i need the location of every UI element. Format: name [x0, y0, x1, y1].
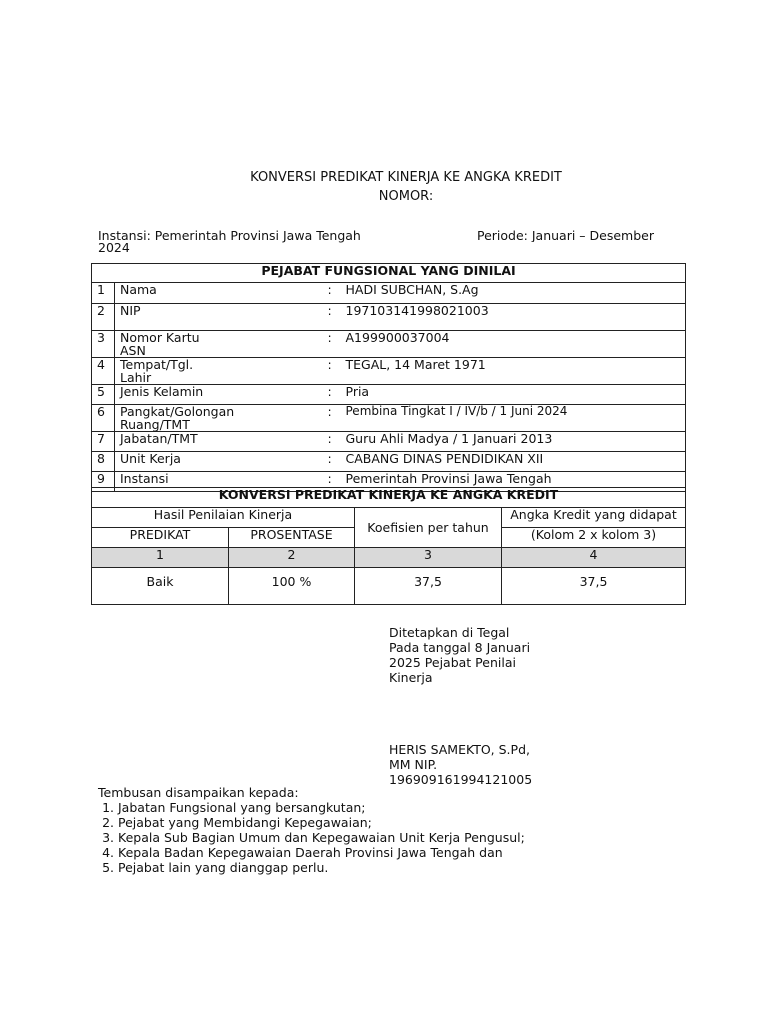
row-separator: :: [323, 432, 341, 452]
row-number: 9: [92, 472, 115, 492]
table-row: [92, 358, 686, 385]
row-number: 8: [92, 452, 115, 472]
table-row: [92, 385, 686, 405]
identity-table-header: PEJABAT FUNGSIONAL YANG DINILAI: [92, 264, 686, 283]
row-number: 1: [92, 283, 115, 304]
angka-kredit-value: 37,5: [502, 568, 686, 605]
document-title: KONVERSI PREDIKAT KINERJA KE ANGKA KREDIT: [250, 170, 562, 185]
row-number: 7: [92, 432, 115, 452]
row-value: Guru Ahli Madya / 1 Januari 2013: [341, 432, 686, 452]
periode-label: Periode: Januari – Desember: [477, 228, 654, 242]
row-label: Jabatan/TMT: [115, 432, 323, 452]
periode-line: [477, 228, 667, 242]
column-number: 3: [355, 548, 502, 568]
prosentase-header: PROSENTASE: [229, 528, 355, 548]
column-number: 2: [229, 548, 355, 568]
instansi-line: Instansi: Pemerintah Provinsi Jawa Tengah: [98, 228, 361, 243]
table-row: [92, 432, 686, 452]
row-value: A199900037004: [341, 331, 686, 358]
predikat-header: PREDIKAT: [92, 528, 229, 548]
row-value: HADI SUBCHAN, S.Ag: [341, 283, 686, 304]
table-row: [92, 283, 686, 304]
row-label: Nomor Kartu ASN: [115, 331, 323, 358]
list-item: 3. Kepala Sub Bagian Umum dan Kepegawaian Unit Kerja Pengusul;: [118, 830, 525, 845]
row-separator: :: [323, 405, 341, 432]
identity-table: [91, 263, 686, 492]
row-separator: :: [323, 331, 341, 358]
row-label: Nama: [115, 283, 323, 304]
row-separator: :: [323, 283, 341, 304]
signature-role: Kinerja: [389, 670, 433, 685]
list-item: 4. Kepala Badan Kepegawaian Daerah Provinsi Jawa Tengah dan: [118, 845, 525, 860]
table-row: [92, 331, 686, 358]
table-row: [92, 568, 686, 605]
row-value: 197103141998021003: [341, 304, 686, 331]
row-value: Pria: [341, 385, 686, 405]
row-label: Instansi: [115, 472, 323, 492]
koefisien-header: Koefisien per tahun: [355, 508, 502, 548]
signature-place: Ditetapkan di Tegal: [389, 625, 510, 640]
angka-kredit-header: Angka Kredit yang didapat: [502, 508, 686, 528]
conversion-table-header: KONVERSI PREDIKAT KINERJA KE ANGKA KREDIT: [92, 488, 686, 508]
tembusan-title: Tembusan disampaikan kepada:: [98, 785, 299, 800]
koefisien-value: 37,5: [355, 568, 502, 605]
row-value: CABANG DINAS PENDIDIKAN XII: [341, 452, 686, 472]
row-label: NIP: [115, 304, 323, 331]
signer-block: [389, 742, 532, 787]
row-number: 5: [92, 385, 115, 405]
row-value: Pemerintah Provinsi Jawa Tengah: [341, 472, 686, 492]
hasil-penilaian-header: Hasil Penilaian Kinerja: [92, 508, 355, 528]
column-number: 1: [92, 548, 229, 568]
row-separator: :: [323, 304, 341, 331]
periode-year: 2024: [98, 240, 130, 254]
row-number: 4: [92, 358, 115, 385]
row-separator: :: [323, 385, 341, 405]
signature-date-cont: 2025 Pejabat Penilai: [389, 655, 516, 670]
row-number: 6: [92, 405, 115, 432]
table-row: [92, 452, 686, 472]
row-separator: :: [323, 472, 341, 492]
document-number: NOMOR:: [378, 189, 434, 204]
row-label: Jenis Kelamin: [115, 385, 323, 405]
column-number: 4: [502, 548, 686, 568]
row-number: 2: [92, 304, 115, 331]
row-number: 3: [92, 331, 115, 358]
row-separator: :: [323, 358, 341, 385]
conversion-table: [91, 487, 686, 605]
row-value: TEGAL, 14 Maret 1971: [341, 358, 686, 385]
list-item: 2. Pejabat yang Membidangi Kepegawaian;: [118, 815, 525, 830]
row-separator: :: [323, 452, 341, 472]
signer-nip: 196909161994121005: [389, 772, 533, 787]
tembusan-list: [98, 800, 525, 875]
row-value: Pembina Tingkat I / IV/b / 1 Juni 2024: [341, 405, 686, 432]
predikat-value: Baik: [92, 568, 229, 605]
signature-date: Pada tanggal 8 Januari: [389, 640, 531, 655]
row-label: Unit Kerja: [115, 452, 323, 472]
periode-year-wrap: [98, 240, 158, 254]
signer-name: HERIS SAMEKTO, S.Pd,: [389, 742, 530, 757]
row-label: Tempat/Tgl. Lahir: [115, 358, 323, 385]
signer-nip-label: MM NIP.: [389, 757, 438, 772]
kolom-formula: (Kolom 2 x kolom 3): [502, 528, 686, 548]
list-item: 1. Jabatan Fungsional yang bersangkutan;: [118, 800, 525, 815]
row-label: Pangkat/Golongan Ruang/TMT: [115, 405, 323, 432]
table-row: [92, 304, 686, 331]
list-item: 5. Pejabat lain yang dianggap perlu.: [118, 860, 525, 875]
prosentase-value: 100 %: [229, 568, 355, 605]
table-row: [92, 405, 686, 432]
signature-block: [389, 625, 530, 685]
